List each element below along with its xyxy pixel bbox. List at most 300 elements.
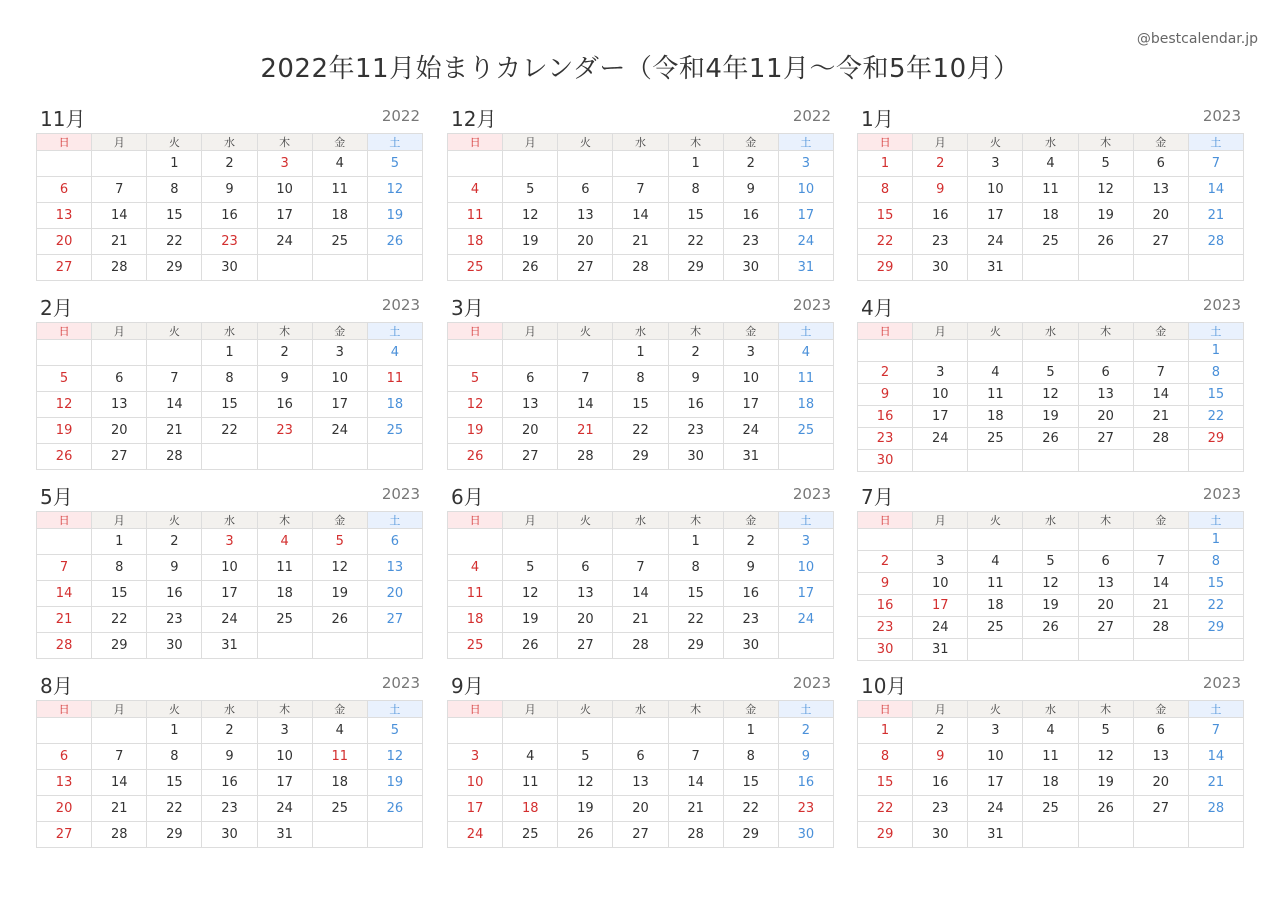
day-cell: 10: [202, 555, 257, 581]
empty-cell: [312, 822, 367, 848]
day-cell: 9: [858, 573, 913, 595]
week-row: [37, 607, 423, 633]
weekday-header: 日: [858, 134, 913, 151]
weekday-header: 木: [257, 512, 312, 529]
day-cell: 17: [257, 203, 312, 229]
month-header: [447, 109, 834, 133]
week-row: [858, 428, 1244, 450]
day-cell: 9: [668, 366, 723, 392]
day-cell: 24: [778, 607, 833, 633]
week-row: [37, 366, 423, 392]
week-row: [37, 744, 423, 770]
day-cell: 6: [613, 744, 668, 770]
day-cell: 14: [37, 581, 92, 607]
day-cell: 14: [1188, 744, 1243, 770]
day-cell: 26: [1078, 796, 1133, 822]
day-cell: 11: [503, 770, 558, 796]
day-cell: 21: [92, 796, 147, 822]
weekday-header: 火: [558, 512, 613, 529]
day-cell: 3: [778, 151, 833, 177]
day-cell: 26: [558, 822, 613, 848]
week-row: [858, 770, 1244, 796]
day-cell: 19: [503, 607, 558, 633]
day-cell: 15: [1188, 573, 1243, 595]
day-cell: 21: [1188, 770, 1243, 796]
day-cell: 20: [92, 418, 147, 444]
day-cell: 6: [503, 366, 558, 392]
week-row: [37, 177, 423, 203]
day-cell: 16: [778, 770, 833, 796]
month-table: [857, 511, 1244, 661]
day-cell: 20: [1078, 406, 1133, 428]
day-cell: 9: [202, 744, 257, 770]
day-cell: 29: [668, 633, 723, 659]
week-row: [448, 177, 834, 203]
day-cell: 23: [668, 418, 723, 444]
empty-cell: [92, 340, 147, 366]
day-cell: 13: [558, 581, 613, 607]
day-cell: 6: [37, 177, 92, 203]
weekday-header: 水: [1023, 701, 1078, 718]
empty-cell: [92, 718, 147, 744]
day-cell: 26: [37, 444, 92, 470]
month-year: 2023: [381, 296, 420, 314]
day-cell: 1: [202, 340, 257, 366]
day-cell: 22: [613, 418, 668, 444]
day-cell: 15: [613, 392, 668, 418]
week-row: [858, 229, 1244, 255]
day-cell: 7: [1188, 151, 1243, 177]
day-cell: 15: [723, 770, 778, 796]
day-cell: 20: [1133, 203, 1188, 229]
day-cell: 12: [503, 203, 558, 229]
day-cell: 5: [1023, 362, 1078, 384]
day-cell: 13: [37, 770, 92, 796]
day-cell: 26: [448, 444, 503, 470]
week-row: [37, 581, 423, 607]
weekday-header: 木: [257, 701, 312, 718]
empty-cell: [1133, 639, 1188, 661]
day-cell: 4: [1023, 151, 1078, 177]
empty-cell: [37, 151, 92, 177]
day-cell: 2: [723, 529, 778, 555]
weekday-header: 金: [723, 512, 778, 529]
day-cell: 13: [1078, 384, 1133, 406]
month-name: 12月: [451, 107, 497, 131]
day-cell: 19: [503, 229, 558, 255]
week-row: [858, 450, 1244, 472]
day-cell: 17: [257, 770, 312, 796]
empty-cell: [92, 151, 147, 177]
day-cell: 27: [1133, 796, 1188, 822]
empty-cell: [613, 151, 668, 177]
weekday-header: 火: [147, 323, 202, 340]
week-row: [37, 340, 423, 366]
day-cell: 7: [147, 366, 202, 392]
day-cell: 30: [147, 633, 202, 659]
month-header: [36, 298, 423, 322]
day-cell: 31: [968, 255, 1023, 281]
day-cell: 17: [968, 770, 1023, 796]
weekday-header: 火: [558, 701, 613, 718]
day-cell: 24: [312, 418, 367, 444]
weekday-header: 日: [37, 512, 92, 529]
day-cell: 16: [913, 770, 968, 796]
empty-cell: [448, 340, 503, 366]
day-cell: 1: [723, 718, 778, 744]
day-cell: 29: [147, 255, 202, 281]
day-cell: 16: [913, 203, 968, 229]
day-cell: 12: [1023, 573, 1078, 595]
day-cell: 18: [312, 770, 367, 796]
day-cell: 3: [968, 718, 1023, 744]
day-cell: 15: [668, 203, 723, 229]
week-row: [448, 529, 834, 555]
day-cell: 4: [778, 340, 833, 366]
day-cell: 22: [723, 796, 778, 822]
weekday-header: 土: [367, 512, 422, 529]
empty-cell: [1023, 340, 1078, 362]
month-name: 1月: [861, 107, 894, 131]
empty-cell: [367, 255, 422, 281]
day-cell: 16: [257, 392, 312, 418]
month-table: [36, 133, 423, 281]
day-cell: 15: [858, 770, 913, 796]
day-cell: 6: [1133, 151, 1188, 177]
weekday-header: 火: [147, 701, 202, 718]
day-cell: 1: [858, 718, 913, 744]
empty-cell: [1023, 639, 1078, 661]
weekday-header: 水: [202, 134, 257, 151]
day-cell: 4: [448, 177, 503, 203]
weekday-header: 水: [613, 134, 668, 151]
week-row: [37, 633, 423, 659]
weekday-header: 月: [913, 512, 968, 529]
day-cell: 22: [1188, 406, 1243, 428]
day-cell: 10: [257, 177, 312, 203]
weekday-header: 土: [778, 134, 833, 151]
weekday-header: 月: [503, 512, 558, 529]
weekday-header: 土: [778, 323, 833, 340]
weekday-header: 月: [913, 323, 968, 340]
weekday-header: 日: [37, 134, 92, 151]
weekday-header: 火: [968, 323, 1023, 340]
empty-cell: [558, 529, 613, 555]
week-row: [37, 718, 423, 744]
weekday-header: 月: [92, 512, 147, 529]
day-cell: 26: [312, 607, 367, 633]
day-cell: 4: [503, 744, 558, 770]
empty-cell: [858, 340, 913, 362]
month-header: [447, 676, 834, 700]
day-cell: 15: [668, 581, 723, 607]
day-cell: 1: [1188, 529, 1243, 551]
day-cell: 16: [858, 595, 913, 617]
empty-cell: [913, 529, 968, 551]
day-cell: 30: [723, 633, 778, 659]
day-cell: 21: [147, 418, 202, 444]
month-year: 2023: [381, 674, 420, 692]
day-cell: 30: [202, 255, 257, 281]
day-cell: 2: [913, 151, 968, 177]
day-cell: 8: [858, 177, 913, 203]
day-cell: 19: [1078, 770, 1133, 796]
empty-cell: [968, 529, 1023, 551]
day-cell: 19: [312, 581, 367, 607]
day-cell: 11: [312, 177, 367, 203]
week-row: [448, 151, 834, 177]
empty-cell: [147, 340, 202, 366]
day-cell: 13: [367, 555, 422, 581]
day-cell: 21: [37, 607, 92, 633]
day-cell: 8: [1188, 362, 1243, 384]
month-header: [857, 487, 1244, 511]
day-cell: 26: [1023, 428, 1078, 450]
day-cell: 9: [913, 177, 968, 203]
day-cell: 1: [147, 151, 202, 177]
day-cell: 21: [613, 229, 668, 255]
weekday-header: 木: [1078, 323, 1133, 340]
day-cell: 16: [147, 581, 202, 607]
week-row: [448, 444, 834, 470]
day-cell: 24: [778, 229, 833, 255]
weekday-header: 火: [558, 134, 613, 151]
day-cell: 21: [1133, 406, 1188, 428]
month-header: [857, 676, 1244, 700]
day-cell: 6: [558, 177, 613, 203]
day-cell: 7: [1133, 362, 1188, 384]
day-cell: 25: [448, 255, 503, 281]
day-cell: 28: [668, 822, 723, 848]
day-cell: 31: [913, 639, 968, 661]
empty-cell: [1078, 450, 1133, 472]
month-calendar: [36, 676, 423, 851]
day-cell: 2: [202, 151, 257, 177]
day-cell: 2: [257, 340, 312, 366]
weekday-header: 水: [202, 323, 257, 340]
empty-cell: [257, 255, 312, 281]
empty-cell: [37, 718, 92, 744]
day-cell: 11: [367, 366, 422, 392]
weekday-header: 金: [1133, 701, 1188, 718]
day-cell: 25: [968, 428, 1023, 450]
day-cell: 6: [558, 555, 613, 581]
weekday-header: 土: [1188, 323, 1243, 340]
day-cell: 18: [257, 581, 312, 607]
day-cell: 14: [1133, 573, 1188, 595]
week-row: [858, 718, 1244, 744]
week-row: [448, 229, 834, 255]
month-name: 10月: [861, 674, 907, 698]
day-cell: 3: [778, 529, 833, 555]
day-cell: 11: [257, 555, 312, 581]
day-cell: 10: [723, 366, 778, 392]
day-cell: 20: [37, 229, 92, 255]
day-cell: 29: [723, 822, 778, 848]
week-row: [37, 796, 423, 822]
day-cell: 22: [858, 796, 913, 822]
day-cell: 29: [1188, 428, 1243, 450]
weekday-header: 土: [778, 701, 833, 718]
week-row: [858, 340, 1244, 362]
day-cell: 17: [312, 392, 367, 418]
day-cell: 12: [367, 744, 422, 770]
empty-cell: [202, 444, 257, 470]
day-cell: 30: [913, 822, 968, 848]
weekday-header: 水: [613, 701, 668, 718]
day-cell: 20: [1133, 770, 1188, 796]
day-cell: 10: [312, 366, 367, 392]
day-cell: 21: [1188, 203, 1243, 229]
day-cell: 27: [1133, 229, 1188, 255]
day-cell: 12: [1078, 177, 1133, 203]
day-cell: 18: [312, 203, 367, 229]
day-cell: 27: [613, 822, 668, 848]
week-row: [448, 418, 834, 444]
day-cell: 9: [858, 384, 913, 406]
weekday-header: 日: [448, 512, 503, 529]
day-cell: 31: [723, 444, 778, 470]
day-cell: 7: [92, 177, 147, 203]
weekday-header: 木: [257, 323, 312, 340]
day-cell: 2: [147, 529, 202, 555]
week-row: [37, 822, 423, 848]
day-cell: 31: [968, 822, 1023, 848]
day-cell: 3: [448, 744, 503, 770]
empty-cell: [778, 444, 833, 470]
day-cell: 12: [558, 770, 613, 796]
day-cell: 3: [968, 151, 1023, 177]
day-cell: 5: [503, 555, 558, 581]
day-cell: 20: [558, 229, 613, 255]
weekday-header: 水: [202, 701, 257, 718]
month-header: [36, 487, 423, 511]
day-cell: 30: [858, 450, 913, 472]
empty-cell: [1133, 255, 1188, 281]
day-cell: 25: [312, 229, 367, 255]
weekday-header: 日: [858, 701, 913, 718]
day-cell: 27: [1078, 428, 1133, 450]
month-year: 2023: [381, 485, 420, 503]
empty-cell: [312, 633, 367, 659]
week-row: [37, 392, 423, 418]
empty-cell: [558, 718, 613, 744]
week-row: [858, 255, 1244, 281]
month-name: 9月: [451, 674, 484, 698]
weekday-header: 月: [913, 701, 968, 718]
day-cell: 13: [1133, 744, 1188, 770]
day-cell: 2: [202, 718, 257, 744]
day-cell: 10: [778, 555, 833, 581]
day-cell: 12: [448, 392, 503, 418]
day-cell: 28: [92, 822, 147, 848]
empty-cell: [778, 633, 833, 659]
day-cell: 20: [1078, 595, 1133, 617]
week-row: [37, 529, 423, 555]
month-calendar: [857, 298, 1244, 473]
weekday-header: 月: [92, 701, 147, 718]
day-cell: 7: [613, 177, 668, 203]
day-cell: 1: [668, 151, 723, 177]
day-cell: 1: [1188, 340, 1243, 362]
day-cell: 24: [913, 428, 968, 450]
day-cell: 19: [1023, 595, 1078, 617]
weekday-header: 月: [503, 134, 558, 151]
day-cell: 16: [858, 406, 913, 428]
day-cell: 13: [503, 392, 558, 418]
week-row: [858, 406, 1244, 428]
day-cell: 28: [558, 444, 613, 470]
day-cell: 30: [778, 822, 833, 848]
day-cell: 5: [1078, 151, 1133, 177]
day-cell: 10: [913, 573, 968, 595]
day-cell: 11: [778, 366, 833, 392]
day-cell: 13: [92, 392, 147, 418]
week-row: [858, 595, 1244, 617]
weekday-header: 日: [448, 134, 503, 151]
weekday-header: 火: [968, 512, 1023, 529]
week-row: [448, 770, 834, 796]
day-cell: 19: [37, 418, 92, 444]
day-cell: 23: [913, 229, 968, 255]
empty-cell: [1023, 255, 1078, 281]
day-cell: 25: [778, 418, 833, 444]
day-cell: 23: [202, 229, 257, 255]
month-name: 2月: [40, 296, 73, 320]
day-cell: 26: [1078, 229, 1133, 255]
day-cell: 16: [202, 770, 257, 796]
day-cell: 1: [613, 340, 668, 366]
day-cell: 2: [723, 151, 778, 177]
day-cell: 3: [913, 362, 968, 384]
weekday-header: 金: [312, 134, 367, 151]
day-cell: 3: [202, 529, 257, 555]
day-cell: 2: [858, 551, 913, 573]
weekday-header: 金: [723, 701, 778, 718]
empty-cell: [1078, 255, 1133, 281]
month-name: 4月: [861, 296, 894, 320]
month-name: 11月: [40, 107, 86, 131]
day-cell: 22: [668, 229, 723, 255]
day-cell: 9: [913, 744, 968, 770]
day-cell: 31: [202, 633, 257, 659]
weekday-header: 日: [448, 701, 503, 718]
day-cell: 22: [858, 229, 913, 255]
day-cell: 30: [202, 822, 257, 848]
day-cell: 8: [202, 366, 257, 392]
day-cell: 12: [367, 177, 422, 203]
day-cell: 5: [1023, 551, 1078, 573]
day-cell: 18: [1023, 203, 1078, 229]
day-cell: 20: [367, 581, 422, 607]
empty-cell: [312, 444, 367, 470]
day-cell: 2: [858, 362, 913, 384]
month-header: [857, 298, 1244, 322]
day-cell: 14: [613, 203, 668, 229]
month-header: [36, 676, 423, 700]
day-cell: 4: [968, 551, 1023, 573]
week-row: [448, 255, 834, 281]
day-cell: 1: [668, 529, 723, 555]
day-cell: 11: [1023, 744, 1078, 770]
empty-cell: [1078, 340, 1133, 362]
empty-cell: [503, 718, 558, 744]
day-cell: 27: [558, 255, 613, 281]
day-cell: 23: [723, 607, 778, 633]
day-cell: 29: [147, 822, 202, 848]
day-cell: 7: [92, 744, 147, 770]
week-row: [448, 581, 834, 607]
